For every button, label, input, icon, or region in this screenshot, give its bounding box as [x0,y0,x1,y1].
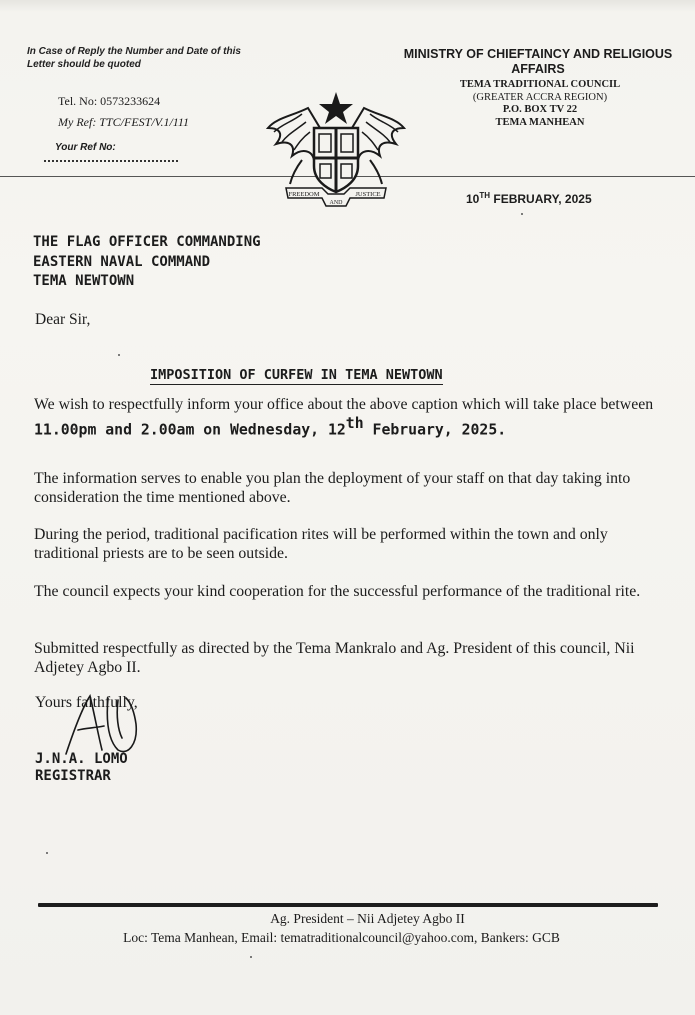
subject-heading: IMPOSITION OF CURFEW IN TEMA NEWTOWN [150,367,443,383]
council-name: TEMA TRADITIONAL COUNCIL [459,79,621,90]
letter-date [466,191,592,206]
date-suffix: TH [479,191,491,200]
body-paragraph-5: Submitted respectfully as directed by the Tema Mankralo and Ag. President of this council, Nii Adjetey Agbo II. [34,640,635,676]
council-po-box: P.O. BOX TV 22 [502,104,578,115]
footer-president: Ag. President – Nii Adjetey Agbo II [270,911,465,926]
salutation: Dear Sir, [35,311,91,328]
council-town: TEMA MANHEAN [495,116,585,128]
council-address [440,79,640,129]
addressee-line: TEMA NEWTOWN [33,273,135,289]
scroll-word-freedom: FREEDOM [288,191,320,198]
body-paragraph-3: During the period, traditional pacification rites will be performed within the town and only traditional priests are to be seen outside. [34,526,608,562]
reply-note: In Case of Reply the Number and Date of this Letter should be quoted [27,46,241,70]
curfew-time-bold: 11.00pm and 2.00am on Wednesday, 12 [34,420,346,438]
signatory-name: J.N.A. LOMO [35,751,128,767]
footer-divider [38,903,658,907]
addressee-line: THE FLAG OFFICER COMMANDING [33,234,261,250]
scroll-word-justice: JUSTICE [355,191,381,198]
paragraph-text: We wish to respectfully inform your office about the above caption which will take place between [34,396,654,413]
closing: Yours faithfully, [35,694,138,711]
coat-of-arms-emblem [262,88,410,210]
scroll-word-and: AND [329,200,343,206]
council-region: (GREATER ACCRA REGION) [472,91,608,103]
paper-speck [250,956,252,958]
your-reference-label: Your Ref No: [55,142,116,153]
curfew-date-bold: February, 2025. [363,420,507,438]
signatory-block [35,751,128,785]
telephone-number: Tel. No: 0573233624 [58,94,161,108]
paper-speck [46,852,48,854]
paper-speck [521,213,523,215]
footer-contact: Loc: Tema Manhean, Email: tematraditionalcouncil@yahoo.com, Bankers: GCB [123,930,560,945]
paper-speck [118,354,120,356]
my-reference: My Ref: TTC/FEST/V.1/111 [58,115,189,129]
body-paragraph-1 [34,396,664,439]
body-paragraph-2: The information serves to enable you plan the deployment of your staff on that day taking into consideration the time mentioned above. [34,470,631,506]
signatory-title: REGISTRAR [35,768,111,784]
ministry-name: MINISTRY OF CHIEFTAINCY AND RELIGIOUS AFFAIRS [403,47,673,76]
date-ordinal: th [345,414,364,432]
addressee-line: EASTERN NAVAL COMMAND [33,253,211,270]
date-month-year: FEBRUARY, 2025 [490,192,592,206]
addressee-block [33,233,261,292]
body-paragraph-4: The council expects your kind cooperation for the successful performance of the traditional rite. [34,583,641,600]
handwritten-signature [60,690,150,760]
your-reference-blank [44,158,178,162]
date-day: 10 [466,192,480,206]
